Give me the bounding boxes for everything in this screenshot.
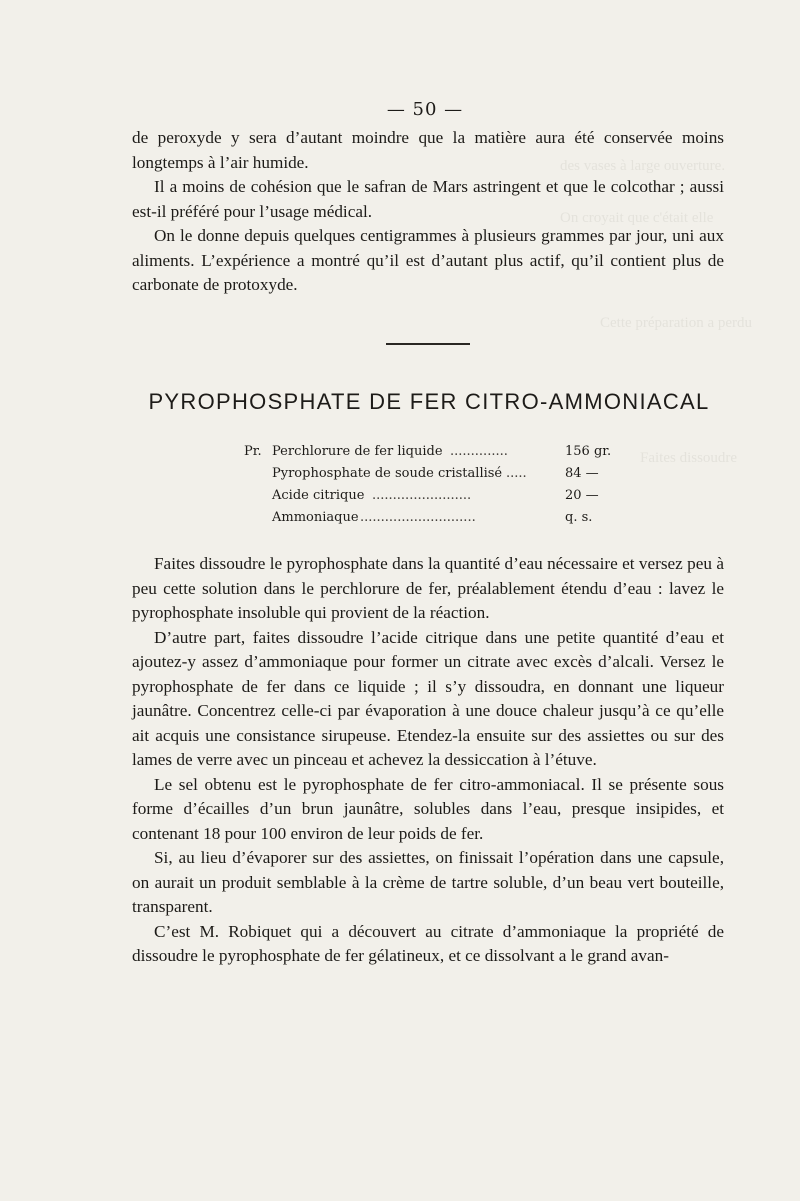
main-text: [132, 552, 724, 969]
recipe-leader: ............................: [360, 510, 476, 525]
book-page: des vases à large ouverture. On croyait que c'était elle Cette préparation a perdu Faites dissoudre — 50 — de peroxyde y sera d’autant moindre que la matière aura été conservée moins longtemps à l’air humide. Il a moins de cohésion que le safran de Mars astringent et que le colcothar ; aussi est-il préféré pour l’usage médical. On le donne depuis quelques centigrammes à plusieurs grammes par jour, uni aux aliments. L’expérience a montré qu’il est d’autant plus actif, qu’il contient plus de carbonate de protoxyde. PYROPHOSPHATE DE FER CITRO-AMMONIACAL Pr. Perchlorure de fer liquide .............. 156 gr. Pyrophosphate de soude cristallisé ..... 84 — Acide citrique ........................ 20 — Ammoniaque ............................ q. s. Faites dissoudre le pyrophosphate dans la quantité d’eau nécessaire et versez peu à peu cette solution dans le perchlorure de fer, préalablement étendu d’eau : lavez le pyrophosphate insoluble qui provient de la réaction. D’autre part, faites dissoudre l’acide citrique dans une petite quantité d’eau et ajoutez-y assez d’ammoniaque pour former un citrate avec excès d’alcali. Versez le pyrophosphate de fer dans ce liquide ; il s’y dissoudra, en donnant une liqueur jaunâtre. Concentrez celle-ci par évaporation à une douce chaleur jusqu’à ce qu’elle ait acquis une consistance sirupeuse. Etendez-la ensuite sur des assiettes ou sur des lames de verre avec un pinceau et achevez la dessiccation à l’étuve. Le sel obtenu est le pyrophosphate de fer citro-ammoniacal. Il se présente sous forme d’écailles d’un brun jaunâtre, solubles dans l’eau, presque insipides, et contenant 18 pour 100 environ de leur poids de fer. Si, au lieu d’évaporer sur des assiettes, on finissait l’opération dans une capsule, on aurait un produit semblable à la crème de tartre soluble, d’un beau vert bouteille, transparent. C’est M. Robiquet qui a découvert au citrate d’ammoniaque la propriété de dissoudre le pyrophosphate de fer gélatineux, et ce dissolvant a le grand avan-: [0, 0, 800, 1201]
paragraph: de peroxyde y sera d’autant moindre que la matière aura été conservée moins longtemps à l’air humide.: [132, 128, 724, 172]
paragraph: Faites dissoudre le pyrophosphate dans la quantité d’eau nécessaire et versez peu à peu cette solution dans le perchlorure de fer, préalablement étendu d’eau : lavez le pyrophosphate insoluble qui provient de la réaction.: [132, 554, 724, 622]
recipe-ingredient: Perchlorure de fer liquide: [272, 444, 443, 459]
paragraph: Si, au lieu d’évaporer sur des assiettes, on finissait l’opération dans une capsule, on aurait un produit semblable à la crème de tartre soluble, d’un beau vert bouteille, transparent.: [132, 848, 724, 916]
recipe-row: [244, 485, 628, 507]
recipe-quantity: 156 gr.: [565, 444, 612, 459]
recipe-list: [244, 441, 628, 529]
paragraph: On le donne depuis quelques centigrammes à plusieurs grammes par jour, uni aux aliments. L’expérience a montré qu’il est d’autant plus actif, qu’il contient plus de carbonate de protoxyde.: [132, 226, 724, 294]
recipe-row: [244, 507, 628, 529]
paragraph: C’est M. Robiquet qui a découvert au citrate d’ammoniaque la propriété de dissoudre le pyrophosphate de fer gélatineux, et ce dissolvant a le grand avan-: [132, 921, 724, 965]
intro-text: [132, 126, 724, 298]
recipe-ingredient: Ammoniaque: [272, 510, 359, 525]
recipe-row: [244, 463, 628, 485]
paragraph: D’autre part, faites dissoudre l’acide citrique dans une petite quantité d’eau et ajoutez-y assez d’ammoniaque pour former un citrate avec excès d’alcali. Versez le pyrophosphate de fer dans ce liquide ; il s’y dissoudra, en donnant une liqueur jaunâtre. Concentrez celle-ci par évaporation à une douce chaleur jusqu’à ce qu’elle ait acquis une consistance sirupeuse. Etendez-la ensuite sur des assiettes ou sur des lames de verre avec un pinceau et achevez la dessiccation à l’étuve.: [132, 627, 724, 769]
recipe-quantity: 84 —: [565, 466, 599, 481]
recipe-prefix: Pr.: [244, 444, 262, 459]
page-number: — 50 —: [386, 99, 464, 120]
recipe-ingredient: Acide citrique: [272, 488, 365, 503]
recipe-quantity: 20 —: [565, 488, 599, 503]
recipe-row: [244, 441, 628, 463]
recipe-leader: ........................: [372, 488, 472, 503]
recipe-leader: ..............: [450, 444, 508, 459]
section-divider: [386, 343, 470, 345]
paragraph: Le sel obtenu est le pyrophosphate de fer citro-ammoniacal. Il se présente sous forme d’écailles d’un brun jaunâtre, solubles dans l’eau, presque insipides, et contenant 18 pour 100 environ de leur poids de fer.: [132, 774, 724, 843]
paragraph: Il a moins de cohésion que le safran de Mars astringent et que le colcothar ; aussi est-il préféré pour l’usage médical.: [132, 177, 724, 221]
recipe-quantity: q. s.: [565, 510, 593, 525]
section-title: PYROPHOSPHATE DE FER CITRO-AMMONIACAL: [148, 389, 710, 414]
recipe-ingredient: Pyrophosphate de soude cristallisé: [272, 466, 503, 481]
recipe-leader: .....: [506, 466, 527, 481]
